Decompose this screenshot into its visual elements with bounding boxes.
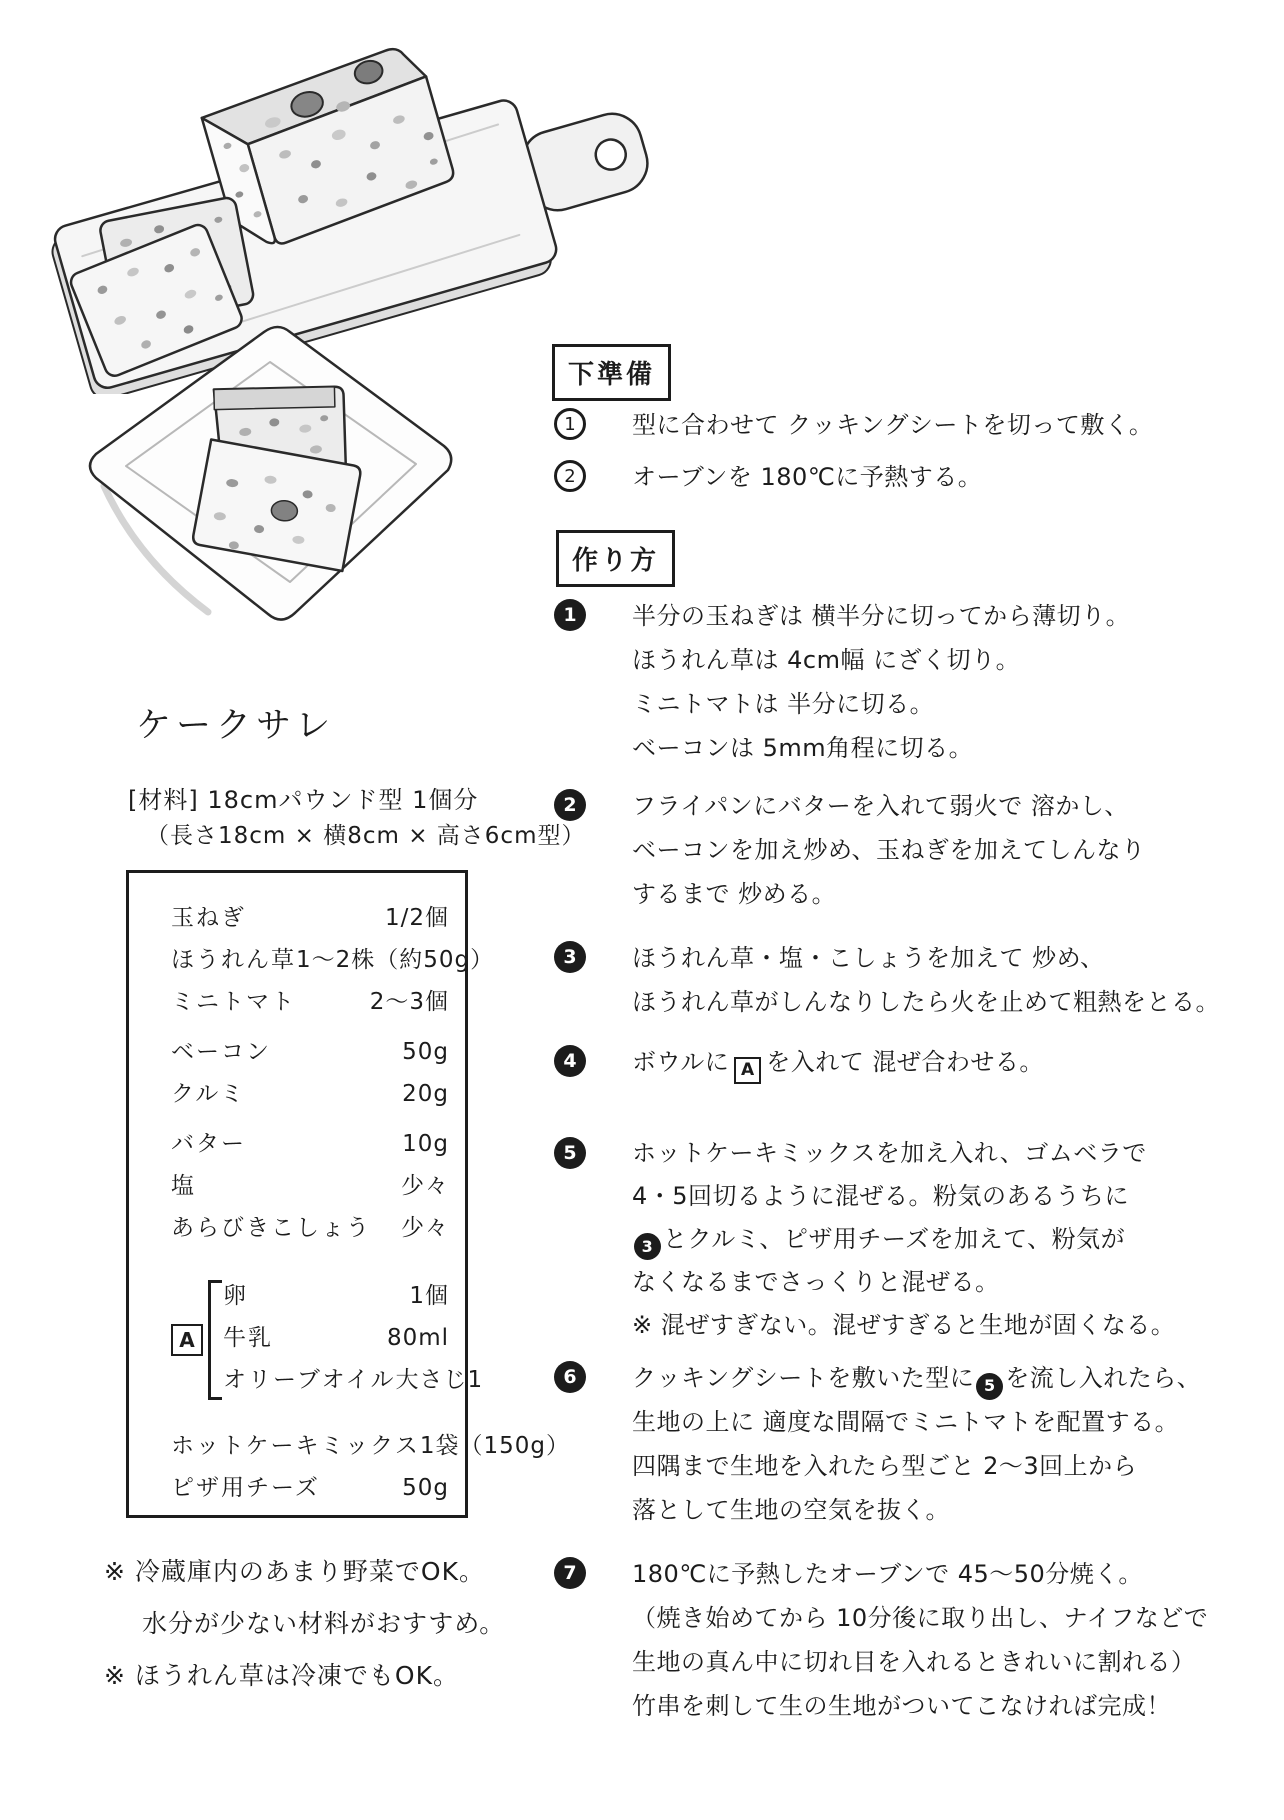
step-line-text: クッキングシートを敷いた型に bbox=[632, 1364, 975, 1392]
step-number-badge: 1 bbox=[554, 599, 586, 631]
step-number-badge: 4 bbox=[554, 1045, 586, 1077]
ingredient-name: クルミ bbox=[171, 1081, 246, 1107]
ingredient-amount: 50g bbox=[402, 1039, 449, 1065]
note-line: 水分が少ない材料がおすすめ。 bbox=[142, 1609, 506, 1638]
ingredient-row bbox=[171, 1469, 449, 1511]
step-number-badge: 5 bbox=[554, 1137, 586, 1169]
step-text bbox=[632, 1356, 1201, 1532]
direction-step-6 bbox=[554, 1356, 1270, 1532]
ingredient-amount: 1個 bbox=[409, 1283, 449, 1309]
ingredient-amount: 1袋（150g） bbox=[419, 1433, 570, 1459]
ingredient-amount: 20g bbox=[402, 1081, 449, 1107]
recipe-title: ケークサレ bbox=[136, 706, 336, 746]
step-number-badge: 2 bbox=[554, 789, 586, 821]
step-line: 4・5回切るように混ぜる。粉気のあるうちに bbox=[632, 1182, 1130, 1210]
direction-step-5 bbox=[554, 1132, 1270, 1347]
ingredient-name: ベーコン bbox=[171, 1039, 271, 1065]
prep-section-header: 下準備 bbox=[552, 344, 671, 401]
step-line bbox=[632, 1040, 1044, 1084]
step-number-badge: 6 bbox=[554, 1361, 586, 1393]
ingredient-amount: 2〜3個 bbox=[369, 989, 449, 1015]
ingredient-amount: 50g bbox=[402, 1475, 449, 1501]
step-line bbox=[632, 1218, 1175, 1261]
group-a-label: A bbox=[171, 1324, 203, 1356]
note-line: ※ 冷蔵庫内のあまり野菜でOK。 bbox=[104, 1557, 485, 1586]
step-line: ほうれん草がしんなりしたら火を止めて粗熱をとる。 bbox=[632, 988, 1220, 1016]
direction-step-3 bbox=[554, 936, 1270, 1024]
ingredient-row bbox=[223, 1361, 484, 1403]
ingredient-name: ほうれん草 bbox=[171, 947, 296, 973]
step-line: 落として生地の空気を抜く。 bbox=[632, 1496, 951, 1524]
prep-step bbox=[554, 408, 1153, 442]
ingredient-row bbox=[223, 1319, 449, 1361]
ingredient-name: ホットケーキミックス bbox=[171, 1433, 420, 1459]
materials-subheading: （長さ18cm × 横8cm × 高さ6cm型） bbox=[146, 823, 586, 849]
ingredient-name: あらびきこしょう bbox=[171, 1215, 371, 1241]
ingredient-row bbox=[171, 983, 449, 1025]
step-line: ベーコンを加え炒め、玉ねぎを加えてしんなり bbox=[632, 836, 1146, 864]
ingredient-name: 玉ねぎ bbox=[171, 905, 246, 931]
ingredient-row bbox=[171, 1427, 570, 1469]
step-5-reference-badge: 5 bbox=[976, 1373, 1003, 1400]
direction-step-1 bbox=[554, 594, 1270, 770]
group-a-reference: A bbox=[734, 1057, 761, 1084]
ingredient-name: 卵 bbox=[223, 1283, 248, 1309]
ingredient-name: 塩 bbox=[171, 1173, 196, 1199]
ingredient-row bbox=[171, 1075, 449, 1117]
direction-step-7 bbox=[554, 1552, 1270, 1728]
step-number-badge: 7 bbox=[554, 1557, 586, 1589]
step-line: ミニトマトは 半分に切る。 bbox=[632, 690, 935, 718]
materials-heading: [材料] 18cmパウンド型 1個分 bbox=[128, 786, 479, 814]
ingredient-name: ピザ用チーズ bbox=[171, 1475, 320, 1501]
ingredient-amount: 1〜2株（約50g） bbox=[296, 947, 495, 973]
ingredients-box bbox=[126, 870, 570, 1518]
prep-step-text: オーブンを 180℃に予熱する。 bbox=[632, 463, 983, 491]
step-3-reference-badge: 3 bbox=[634, 1233, 661, 1260]
step-text bbox=[632, 1040, 1044, 1084]
ingredient-row bbox=[171, 1033, 449, 1075]
step-line: 半分の玉ねぎは 横半分に切ってから薄切り。 bbox=[632, 602, 1131, 630]
step-line: ほうれん草・塩・こしょうを加えて 炒め、 bbox=[632, 944, 1105, 972]
step-line: ベーコンは 5mm角程に切る。 bbox=[632, 734, 974, 762]
ingredient-name: バター bbox=[171, 1131, 246, 1157]
ingredient-name: オリーブオイル bbox=[223, 1367, 396, 1393]
step-line: フライパンにバターを入れて弱火で 溶かし、 bbox=[632, 792, 1129, 820]
ingredient-name: 牛乳 bbox=[223, 1325, 273, 1351]
step-line: （焼き始めてから 10分後に取り出し、ナイフなどで bbox=[632, 1604, 1209, 1632]
ingredient-row bbox=[171, 1125, 449, 1167]
ingredient-amount: 少々 bbox=[401, 1215, 449, 1241]
group-a-bracket bbox=[208, 1280, 222, 1400]
ingredient-amount: 10g bbox=[402, 1131, 449, 1157]
step-line: 180℃に予熱したオーブンで 45〜50分焼く。 bbox=[632, 1560, 1143, 1588]
ingredient-amount: 80ml bbox=[386, 1325, 449, 1351]
step-line: 四隅まで生地を入れたら型ごと 2〜3回上から bbox=[632, 1452, 1138, 1480]
directions-section-header: 作り方 bbox=[556, 530, 675, 587]
ingredient-row bbox=[171, 1167, 449, 1209]
step-note-line: ※ 混ぜすぎない。混ぜすぎると生地が固くなる。 bbox=[632, 1311, 1176, 1339]
step-line bbox=[632, 1356, 1201, 1400]
step-line: ほうれん草は 4cm幅 にざく切り。 bbox=[632, 646, 1021, 674]
step-text bbox=[632, 594, 1130, 770]
prep-step-number: 2 bbox=[554, 460, 586, 492]
step-number-badge: 3 bbox=[554, 941, 586, 973]
step-line-text: を入れて 混ぜ合わせる。 bbox=[766, 1048, 1044, 1076]
ingredient-amount: 大さじ1 bbox=[395, 1367, 484, 1393]
ingredient-row bbox=[223, 1277, 449, 1319]
step-line-text: ボウルに bbox=[632, 1048, 730, 1076]
prep-step-text: 型に合わせて クッキングシートを切って敷く。 bbox=[632, 411, 1154, 439]
ingredient-row bbox=[171, 899, 449, 941]
step-text bbox=[632, 1132, 1175, 1347]
step-line: なくなるまでさっくりと混ぜる。 bbox=[632, 1268, 1000, 1296]
group-a bbox=[171, 1277, 484, 1403]
step-line-text: を流し入れたら、 bbox=[1005, 1364, 1202, 1392]
step-text bbox=[632, 784, 1146, 916]
ingredient-row bbox=[171, 1209, 449, 1251]
step-line: するまで 炒める。 bbox=[632, 880, 837, 908]
prep-step bbox=[554, 460, 982, 494]
direction-step-2 bbox=[554, 784, 1270, 916]
step-line-text: とクルミ、ピザ用チーズを加えて、粉気が bbox=[663, 1225, 1126, 1253]
step-text bbox=[632, 1552, 1208, 1728]
step-line: ホットケーキミックスを加え入れ、ゴムベラで bbox=[632, 1139, 1147, 1167]
step-text bbox=[632, 936, 1220, 1024]
ingredient-amount: 少々 bbox=[401, 1173, 449, 1199]
direction-step-4 bbox=[554, 1040, 1270, 1084]
ingredient-amount: 1/2個 bbox=[384, 905, 449, 931]
prep-step-number: 1 bbox=[554, 408, 586, 440]
step-line: 生地の上に 適度な間隔でミニトマトを配置する。 bbox=[632, 1408, 1180, 1436]
plate-illustration bbox=[68, 316, 472, 640]
step-line: 竹串を刺して生の生地がついてこなければ完成！ bbox=[632, 1692, 1171, 1720]
note-line: ※ ほうれん草は冷凍でもOK。 bbox=[104, 1661, 459, 1690]
ingredient-name: ミニトマト bbox=[171, 989, 296, 1015]
step-line: 生地の真ん中に切れ目を入れるときれいに割れる） bbox=[632, 1648, 1196, 1676]
ingredient-row bbox=[171, 941, 495, 983]
